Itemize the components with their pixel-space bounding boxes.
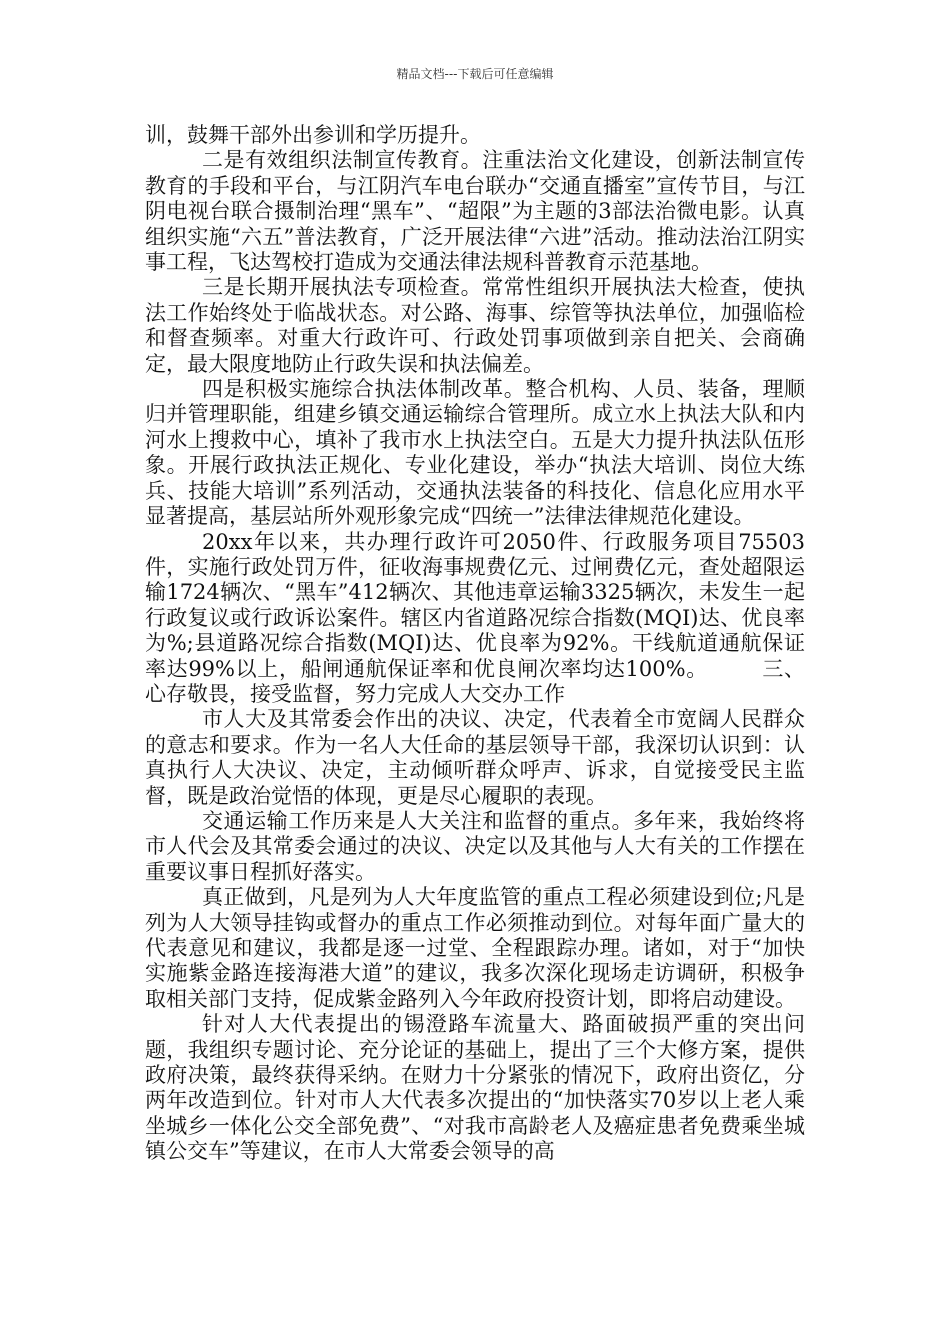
paragraph-legal-education: 二是有效组织法制宣传教育。注重法治文化建设，创新法制宣传教育的手段和平台，与江阴汽车电台联办“交通直播室”宣传节目，与江阴电视台联合摄制治理“黑车”、“超限”为主题的3部法治微电影。认真组织实施“六五”普法教育，广泛开展法律“六进”活动。推动法治江阴实事工程，飞达驾校打造成为交通法律法规科普教育示范基地。 <box>145 148 805 275</box>
paragraph-enforcement-inspection: 三是长期开展执法专项检查。常常性组织开展执法大检查，使执法工作始终处于临战状态。对公路、海事、综管等执法单位，加强临检和督查频率。对重大行政许可、行政处罚事项做到亲自把关、会商确定，最大限度地防止行政失误和执法偏差。 <box>145 275 805 376</box>
paragraph-statistics: 20xx年以来，共办理行政许可2050件、行政服务项目75503件，实施行政处罚万件，征收海事规费亿元、过闸费亿元，查处超限运输1724辆次、“黑车”412辆次、其他违章运输3325辆次，未发生一起行政复议或行政诉讼案件。辖区内省道路况综合指数(MQI)达、优良率为%;县道路况综合指数(MQI)达、优良率为92%。干线航道通航保证率达99%以上，船闸通航保证率和优良闸次率均达100%。 三、心存敬畏，接受监督，努力完成人大交办工作 <box>145 529 805 706</box>
paragraph-continuation: 训，鼓舞干部外出参训和学历提升。 <box>145 123 481 147</box>
paragraph-npc-focus: 交通运输工作历来是人大关注和监督的重点。多年来，我始终将市人代会及其常委会通过的决议、决定以及其他与人大有关的工作摆在重要议事日程抓好落实。 <box>145 808 805 884</box>
document-body <box>145 123 805 1165</box>
paragraph-system-reform: 四是积极实施综合执法体制改革。整合机构、人员、装备，理顺归并管理职能，组建乡镇交通运输综合管理所。成立水上执法大队和内河水上搜救中心，填补了我市水上执法空白。五是大力提升执法队伍形象。开展行政执法正规化、专业化建设，举办“执法大培训、岗位大练兵、技能大培训”系列活动，交通执法装备的科技化、信息化应用水平显著提高，基层站所外观形象完成“四统一”法律法律规范化建设。 <box>145 377 805 529</box>
page-header: 精品文档---下载后可任意编辑 <box>396 67 554 81</box>
paragraph-road-repair: 针对人大代表提出的锡澄路车流量大、路面破损严重的突出问题，我组织专题讨论、充分论证的基础上，提出了三个大修方案，提供政府决策，最终获得采纳。在财力十分紧张的情况下，政府出资亿，分两年改造到位。针对市人大代表多次提出的“加快落实70岁以上老人乘坐城乡一体化公交全部免费”、“对我市高龄老人及癌症患者免费乘坐城镇公交车”等建议，在市人大常委会领导的高 <box>145 1012 805 1164</box>
paragraph-key-projects: 真正做到，凡是列为人大年度监管的重点工程必须建设到位;凡是列为人大领导挂钩或督办的重点工作必须推动到位。对每年面广量大的代表意见和建议，我都是逐一过堂、全程跟踪办理。诸如，对于“加快实施紫金路连接海港大道”的建议，我多次深化现场走访调研，积极争取相关部门支持，促成紫金路列入今年政府投资计划，即将启动建设。 <box>145 885 805 1011</box>
paragraph-npc-resolutions: 市人大及其常委会作出的决议、决定，代表着全市宽阔人民群众的意志和要求。作为一名人大任命的基层领导干部，我深切认识到：认真执行人大决议、决定，主动倾听群众呼声、诉求，自觉接受民主监督，既是政治觉悟的体现，更是尽心履职的表现。 <box>145 707 805 808</box>
